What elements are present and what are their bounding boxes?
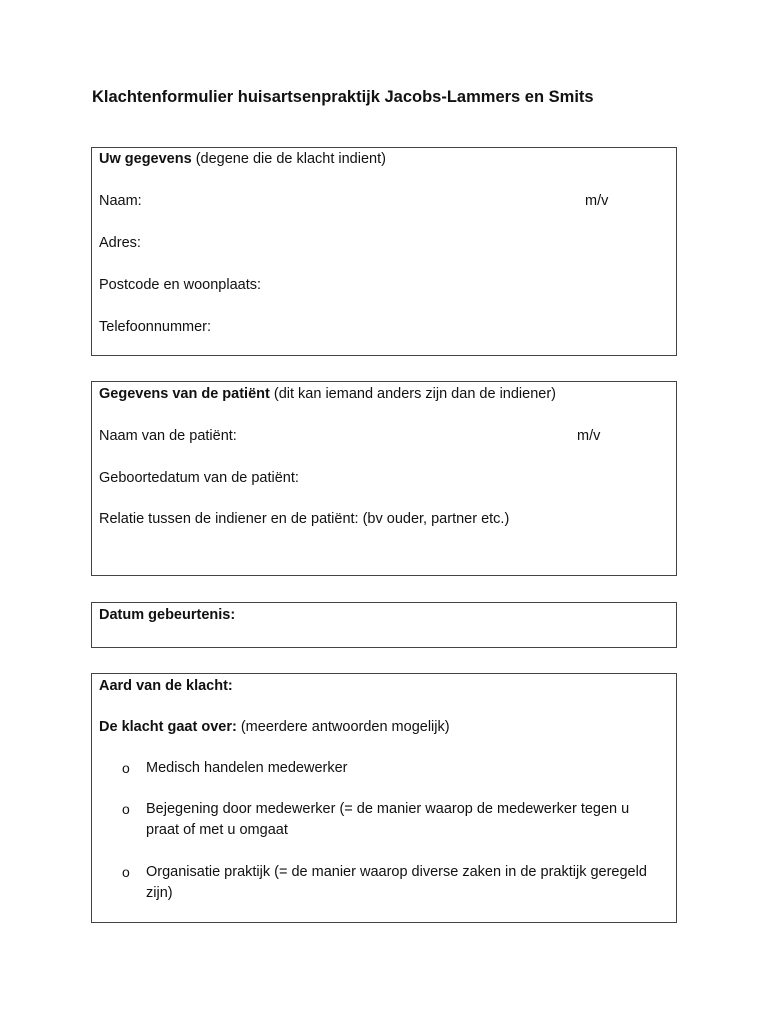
section-heading-note: (dit kan iemand anders zijn dan de indiener) [269,386,556,402]
checkbox-circle-icon[interactable]: o [122,760,130,776]
address-field-label[interactable]: Adres: [99,235,141,251]
postcode-city-field-label[interactable]: Postcode en woonplaats: [99,277,262,293]
section-heading [99,150,386,168]
gender-option[interactable]: m/v [577,428,601,444]
section-heading [99,385,556,403]
option-label: Medisch handelen medewerker [146,760,348,776]
option-label: Bejegening door medewerker (= de manier waarop de medewerker tegen u praat of met u omgaat [146,801,630,838]
patient-name-field-label[interactable]: Naam van de patiënt: [99,428,237,444]
personal-details-section [91,147,677,356]
event-date-field-label[interactable] [99,606,235,624]
section-heading [99,677,233,695]
complaint-subheading-note: (meerdere antwoorden mogelijk) [236,719,450,735]
section-heading-note: (degene die de klacht indient) [191,151,386,167]
section-heading-bold: Gegevens van de patiënt [99,386,270,402]
event-date-heading: Datum gebeurtenis: [99,607,236,623]
name-field-label[interactable]: Naam: [99,193,142,209]
checkbox-circle-icon[interactable]: o [122,801,130,817]
complaint-type-heading: Aard van de klacht: [99,678,233,694]
event-date-section [91,602,677,648]
birthdate-field-label[interactable]: Geboortedatum van de patiënt: [99,470,299,486]
complaint-subheading [99,718,450,736]
checkbox-circle-icon[interactable]: o [122,864,130,880]
phone-field-label[interactable]: Telefoonnummer: [99,319,212,335]
form-title: Klachtenformulier huisartsenpraktijk Jacobs-Lammers en Smits [92,88,594,106]
option-label: Organisatie praktijk (= de manier waarop diverse zaken in de praktijk geregeld zijn) [146,864,647,901]
gender-option[interactable]: m/v [585,193,609,209]
relation-field-label[interactable]: Relatie tussen de indiener en de patiënt: (bv ouder, partner etc.) [99,511,510,527]
complaint-type-section [91,673,677,923]
complaint-subheading-bold: De klacht gaat over: [99,719,237,735]
section-heading-bold: Uw gegevens [99,151,192,167]
patient-details-section [91,381,677,576]
